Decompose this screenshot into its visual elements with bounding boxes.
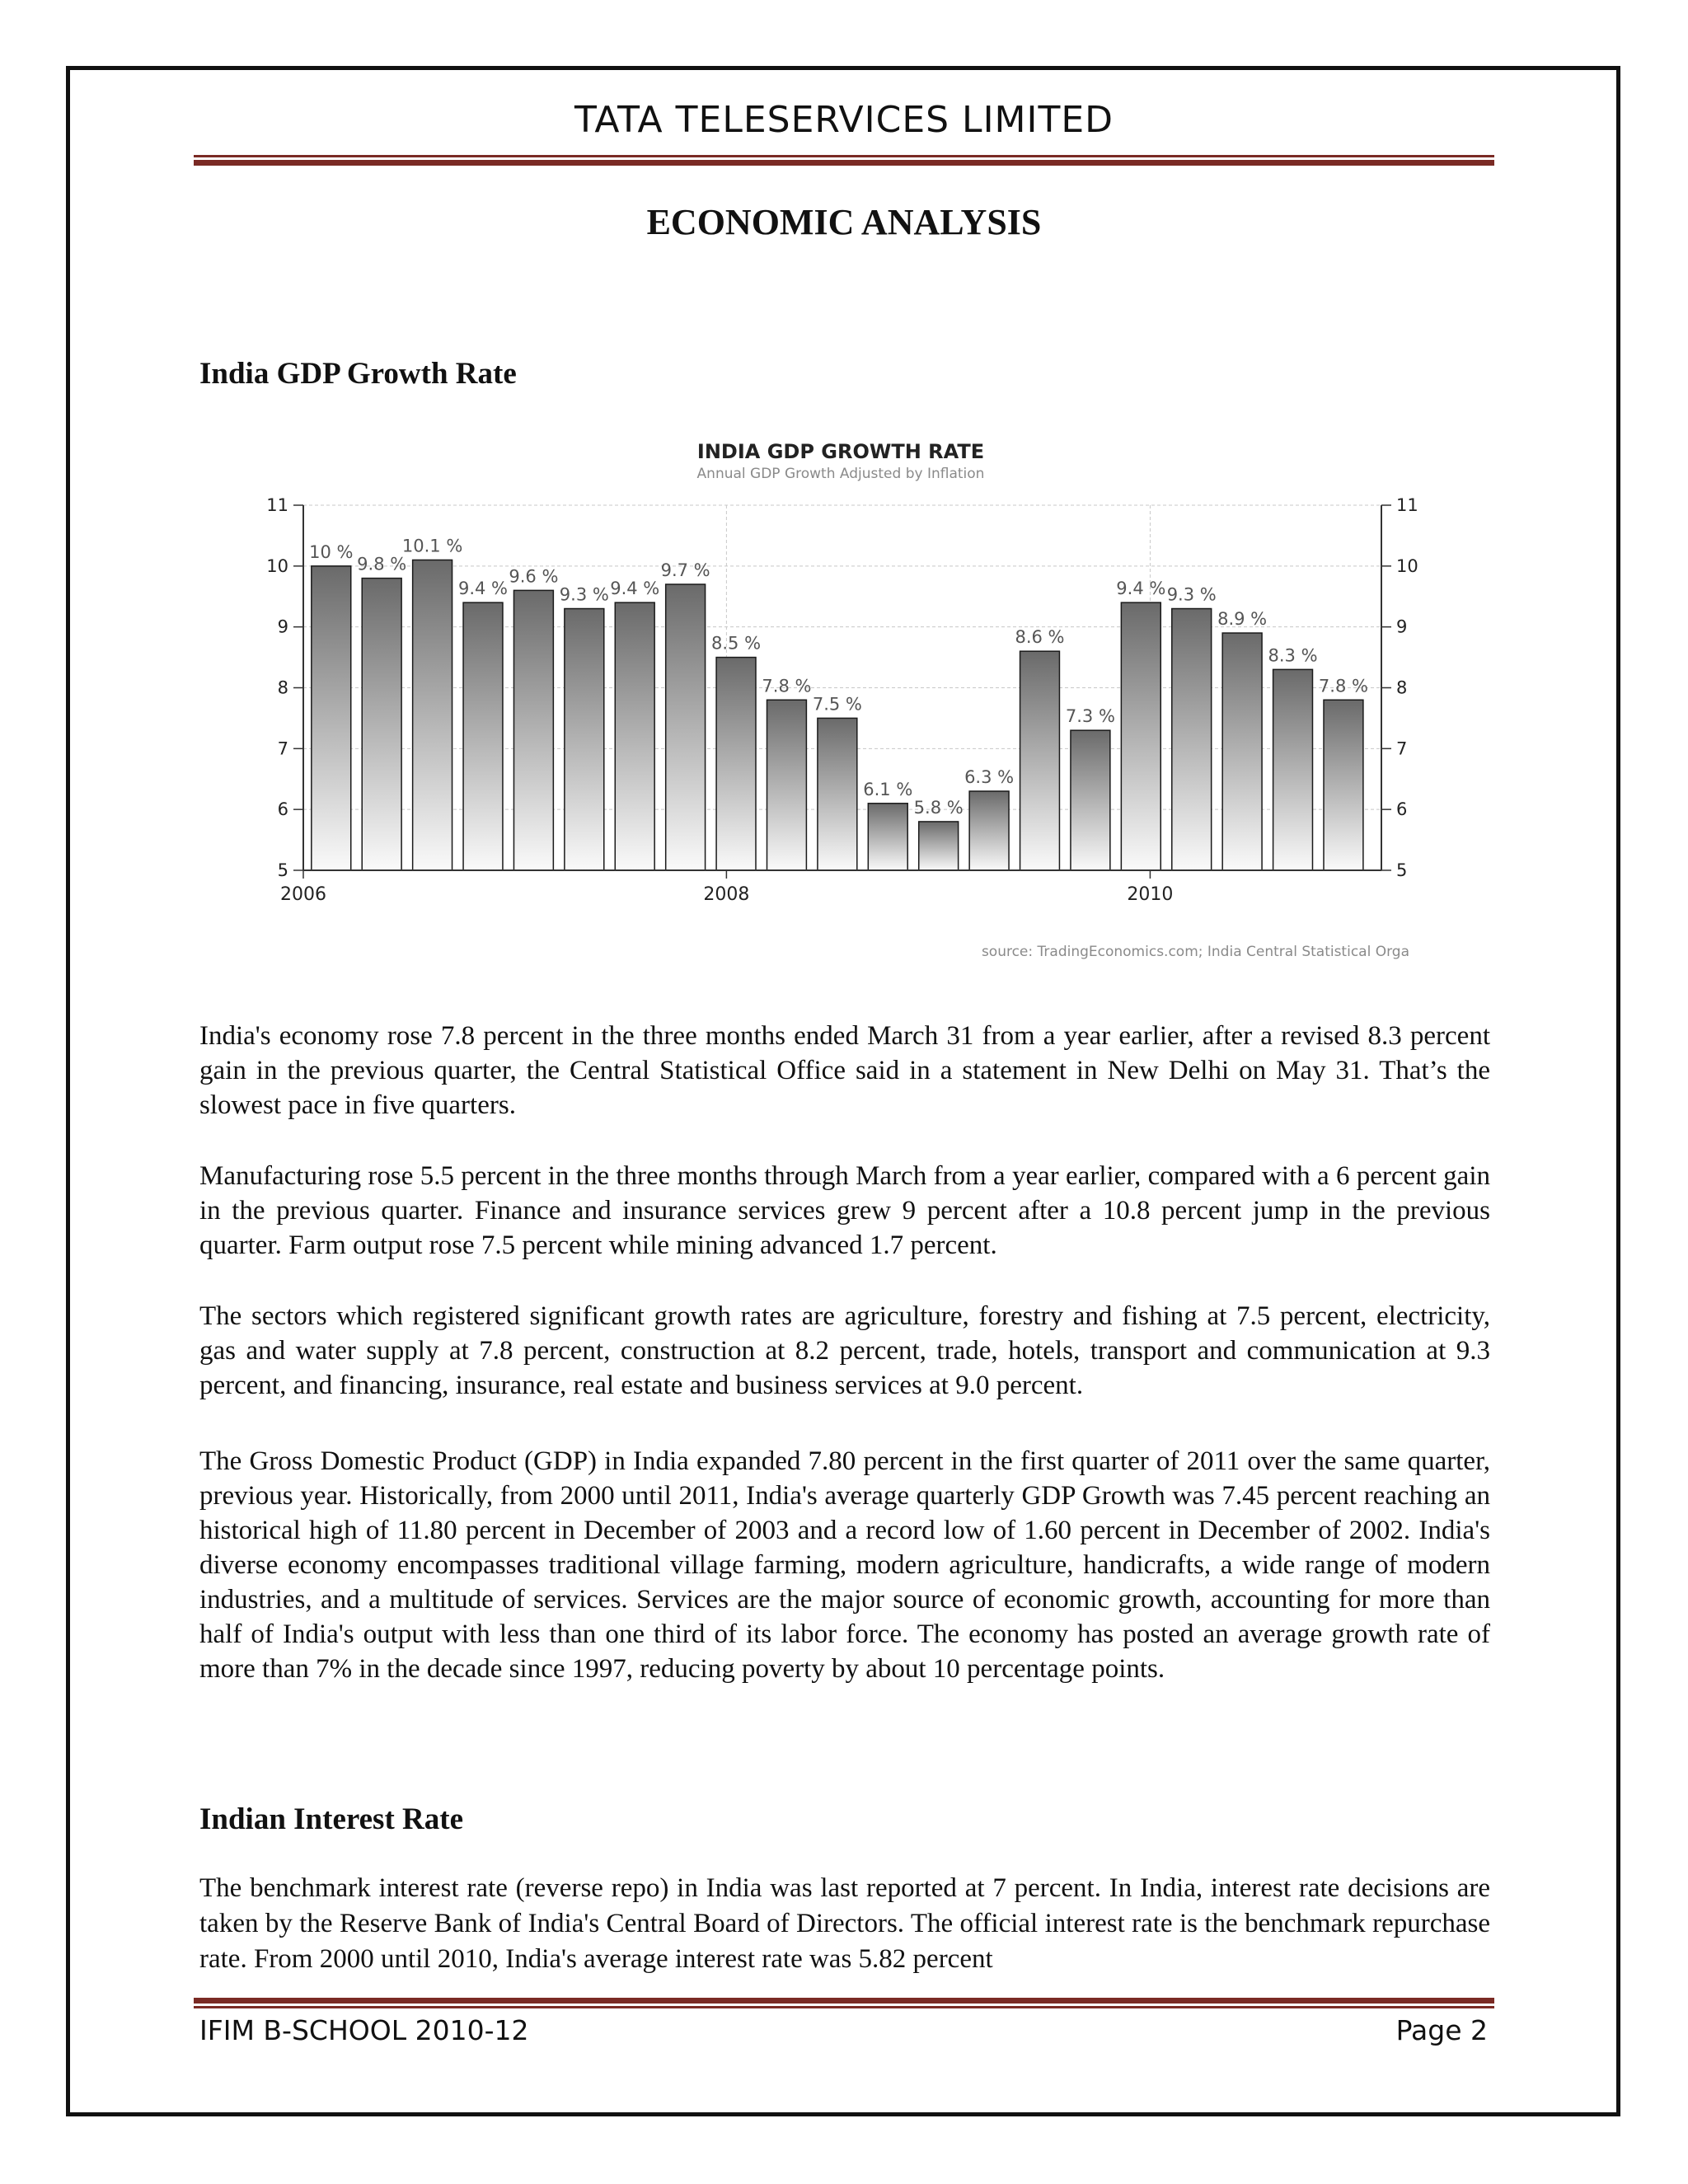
footer-left: IFIM B-SCHOOL 2010-12 <box>199 2014 529 2046</box>
bar-label-14: 6.3 % <box>964 767 1015 788</box>
bar-6 <box>565 609 604 870</box>
bar-9 <box>716 658 756 870</box>
bar-19 <box>1222 633 1262 870</box>
bar-label-4: 9.4 % <box>457 579 509 599</box>
bar-16 <box>1071 730 1110 870</box>
bar-label-8: 9.7 % <box>660 560 710 580</box>
bar-label-13: 5.8 % <box>913 797 964 818</box>
bar-label-12: 6.1 % <box>863 779 913 799</box>
y-tick-label-left: 6 <box>277 799 288 820</box>
footer-rule <box>194 1998 1494 2008</box>
bar-label-1: 10 % <box>309 541 354 562</box>
gdp-paragraph-4: The Gross Domestic Product (GDP) in India expanded 7.80 percent in the first quarter of 2011 over the same quarter, previous year. Historically, from 2000 until 2011, India's average quarterly GDP Growth was 7.45 percent reaching an historical high of 11.80 percent in December of 2003 and a record low of 1.60 percent in December of 2002. India's diverse economy encompasses traditional village farming, modern agriculture, handicrafts, a wide range of modern industries, and a multitude of services. Services are the major source of economic growth, accounting for more than half of India's output with less than one third of its labor force. The economy has posted an average growth rate of more than 7% in the decade since 1997, reducing poverty by about 10 percentage points. <box>199 1446 1490 1684</box>
bar-label-10: 7.8 % <box>762 676 812 696</box>
y-tick-label-left: 11 <box>266 495 288 515</box>
gdp-section-heading: India GDP Growth Rate <box>199 357 517 391</box>
bar-13 <box>919 822 959 870</box>
bar-10 <box>767 700 807 870</box>
y-tick-label-right: 10 <box>1396 555 1418 576</box>
document-title: ECONOMIC ANALYSIS <box>646 202 1042 242</box>
bar-7 <box>615 602 654 870</box>
bar-8 <box>666 584 706 870</box>
y-tick-label-left: 7 <box>277 738 288 759</box>
bar-label-20: 8.3 % <box>1268 645 1318 666</box>
x-tick-label: 2006 <box>280 884 326 905</box>
bar-label-9: 8.5 % <box>711 633 762 654</box>
chart-subtitle: Annual GDP Growth Adjusted by Inflation <box>696 466 985 482</box>
bar-label-17: 9.4 % <box>1116 579 1166 599</box>
bar-4 <box>463 602 503 870</box>
bar-label-16: 7.3 % <box>1065 706 1115 727</box>
gdp-paragraph-3: The sectors which registered significant growth rates are agriculture, forestry and fishing at 7.5 percent, electricity, gas and water supply at 7.8 percent, construction at 8.2 percent, trade, hotels, transport and communication at 9.3 percent, and financing, insurance, real estate and business services at 9.0 percent. <box>199 1301 1490 1400</box>
gdp-chart <box>198 429 1484 972</box>
y-tick-label-right: 7 <box>1396 738 1408 759</box>
bar-5 <box>513 590 553 870</box>
header-rule <box>194 155 1494 166</box>
y-tick-label-right: 8 <box>1396 677 1408 698</box>
bar-18 <box>1172 609 1212 870</box>
bar-15 <box>1020 651 1060 870</box>
y-tick-label-left: 5 <box>277 860 288 880</box>
y-tick-label-left: 8 <box>277 677 288 698</box>
bar-3 <box>413 560 452 870</box>
y-tick-label-right: 11 <box>1396 495 1418 515</box>
bar-label-15: 8.6 % <box>1015 627 1065 648</box>
y-tick-label-left: 9 <box>277 616 288 637</box>
bar-21 <box>1324 700 1363 870</box>
bar-label-7: 9.4 % <box>610 579 660 599</box>
bar-11 <box>818 718 857 870</box>
bar-label-19: 8.9 % <box>1217 609 1268 630</box>
bar-2 <box>362 579 401 870</box>
chart-title: INDIA GDP GROWTH RATE <box>696 440 985 463</box>
bar-12 <box>868 804 907 870</box>
gdp-paragraph-1: India's economy rose 7.8 percent in the three months ended March 31 from a year earlier, after a revised 8.3 percent gain in the previous quarter, the Central Statistical Office said in a statement in New Delhi on May 31. That’s the slowest pace in five quarters. <box>199 1021 1490 1120</box>
y-tick-label-right: 5 <box>1396 860 1408 880</box>
x-tick-label: 2010 <box>1127 884 1174 905</box>
interest-section-heading: Indian Interest Rate <box>199 1802 463 1836</box>
bar-label-11: 7.5 % <box>812 694 862 715</box>
bar-label-21: 7.8 % <box>1318 676 1368 696</box>
bar-label-18: 9.3 % <box>1166 584 1217 605</box>
footer-page-number: Page 2 <box>1395 2014 1488 2046</box>
y-tick-label-right: 6 <box>1396 799 1408 820</box>
y-tick-label-left: 10 <box>266 555 288 576</box>
bar-label-3: 10.1 % <box>401 536 463 556</box>
bar-17 <box>1121 602 1160 870</box>
interest-paragraph-1: The benchmark interest rate (reverse repo) in India was last reported at 7 percent. In India, interest rate decisions are taken by the Reserve Bank of India's Central Board of Directors. The official interest rate is the benchmark repurchase rate. From 2000 until 2010, India's average interest rate was 5.82 percent <box>199 1873 1490 1974</box>
bar-label-6: 9.3 % <box>559 584 609 605</box>
y-tick-label-right: 9 <box>1396 616 1408 637</box>
bar-20 <box>1273 669 1313 870</box>
bar-14 <box>969 791 1009 870</box>
chart-source: source: TradingEconomics.com; India Central Statistical Orga <box>981 944 1409 960</box>
bar-1 <box>312 566 351 870</box>
bar-label-2: 9.8 % <box>357 554 407 574</box>
gdp-paragraph-2: Manufacturing rose 5.5 percent in the three months through March from a year earlier, compared with a 6 percent gain in the previous quarter. Finance and insurance services grew 9 percent after a 10.8 percent jump in the previous quarter. Farm output rose 7.5 percent while mining advanced 1.7 percent. <box>199 1161 1490 1260</box>
gdp-chart-svg <box>198 429 1484 972</box>
bar-label-5: 9.6 % <box>509 566 559 587</box>
x-tick-label: 2008 <box>703 884 750 905</box>
header-title: TATA TELESERVICES LIMITED <box>574 99 1114 141</box>
